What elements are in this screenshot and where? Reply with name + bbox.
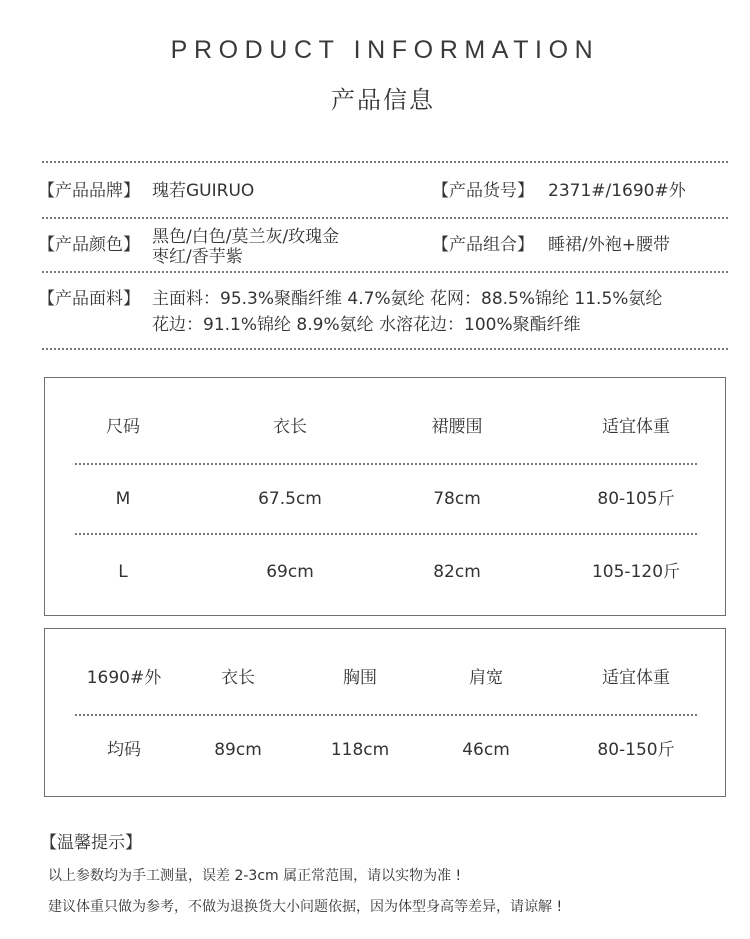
tips-line2: 建议体重只做为参考，不做为退换货大小问题依据，因为体型身高等差异，请谅解 ! <box>48 899 563 915</box>
table-divider <box>75 463 697 465</box>
divider <box>42 217 728 219</box>
table-header: 裙腰围 <box>431 417 483 437</box>
title-english: PRODUCT INFORMATION <box>170 36 600 64</box>
fabric-label: 【产品面料】 <box>38 289 140 309</box>
divider <box>42 161 728 163</box>
size-table <box>44 377 726 616</box>
size-table-robe <box>44 628 726 797</box>
table-header: 1690#外 <box>86 668 162 688</box>
brand-value: 瑰若GUIRUO <box>152 181 255 201</box>
table-divider <box>75 714 697 716</box>
combo-value: 睡裙/外袍+腰带 <box>548 235 670 255</box>
table-cell: 69cm <box>266 562 314 582</box>
table-cell: M <box>115 489 131 509</box>
divider <box>42 271 728 273</box>
table-header: 肩宽 <box>469 668 503 688</box>
color-value-line1: 黑色/白色/莫兰灰/玫瑰金 <box>152 227 340 247</box>
table-header: 衣长 <box>273 417 307 437</box>
table-header: 适宜体重 <box>602 417 670 437</box>
table-cell: L <box>118 562 128 582</box>
fabric-line2: 花边：91.1%锦纶 8.9%氨纶 水溶花边：100%聚酯纤维 <box>152 315 581 335</box>
divider <box>42 348 728 350</box>
brand-label: 【产品品牌】 <box>38 181 140 201</box>
table-cell: 118cm <box>330 740 390 760</box>
table-header: 尺码 <box>106 417 140 437</box>
sku-value: 2371#/1690#外 <box>548 181 686 201</box>
table-header: 衣长 <box>221 668 255 688</box>
tips-line1: 以上参数均为手工测量，误差 2-3cm 属正常范围，请以实物为准 ! <box>48 868 462 884</box>
table-header: 适宜体重 <box>602 668 670 688</box>
table-cell: 78cm <box>433 489 481 509</box>
table-divider <box>75 533 697 535</box>
table-cell: 80-150斤 <box>597 740 675 760</box>
table-cell: 89cm <box>214 740 262 760</box>
table-cell: 46cm <box>462 740 510 760</box>
table-cell: 均码 <box>107 740 141 760</box>
table-cell: 80-105斤 <box>597 489 675 509</box>
table-header: 胸围 <box>343 668 377 688</box>
table-cell: 82cm <box>433 562 481 582</box>
sku-label: 【产品货号】 <box>432 181 534 201</box>
combo-label: 【产品组合】 <box>432 235 534 255</box>
table-cell: 67.5cm <box>258 489 322 509</box>
table-cell: 105-120斤 <box>591 562 681 582</box>
fabric-line1: 主面料：95.3%聚酯纤维 4.7%氨纶 花网：88.5%锦纶 11.5%氨纶 <box>152 289 663 309</box>
title-chinese: 产品信息 <box>331 86 435 114</box>
color-value-line2: 枣红/香芋紫 <box>152 247 243 267</box>
color-label: 【产品颜色】 <box>38 235 140 255</box>
tips-title: 【温馨提示】 <box>40 833 142 853</box>
